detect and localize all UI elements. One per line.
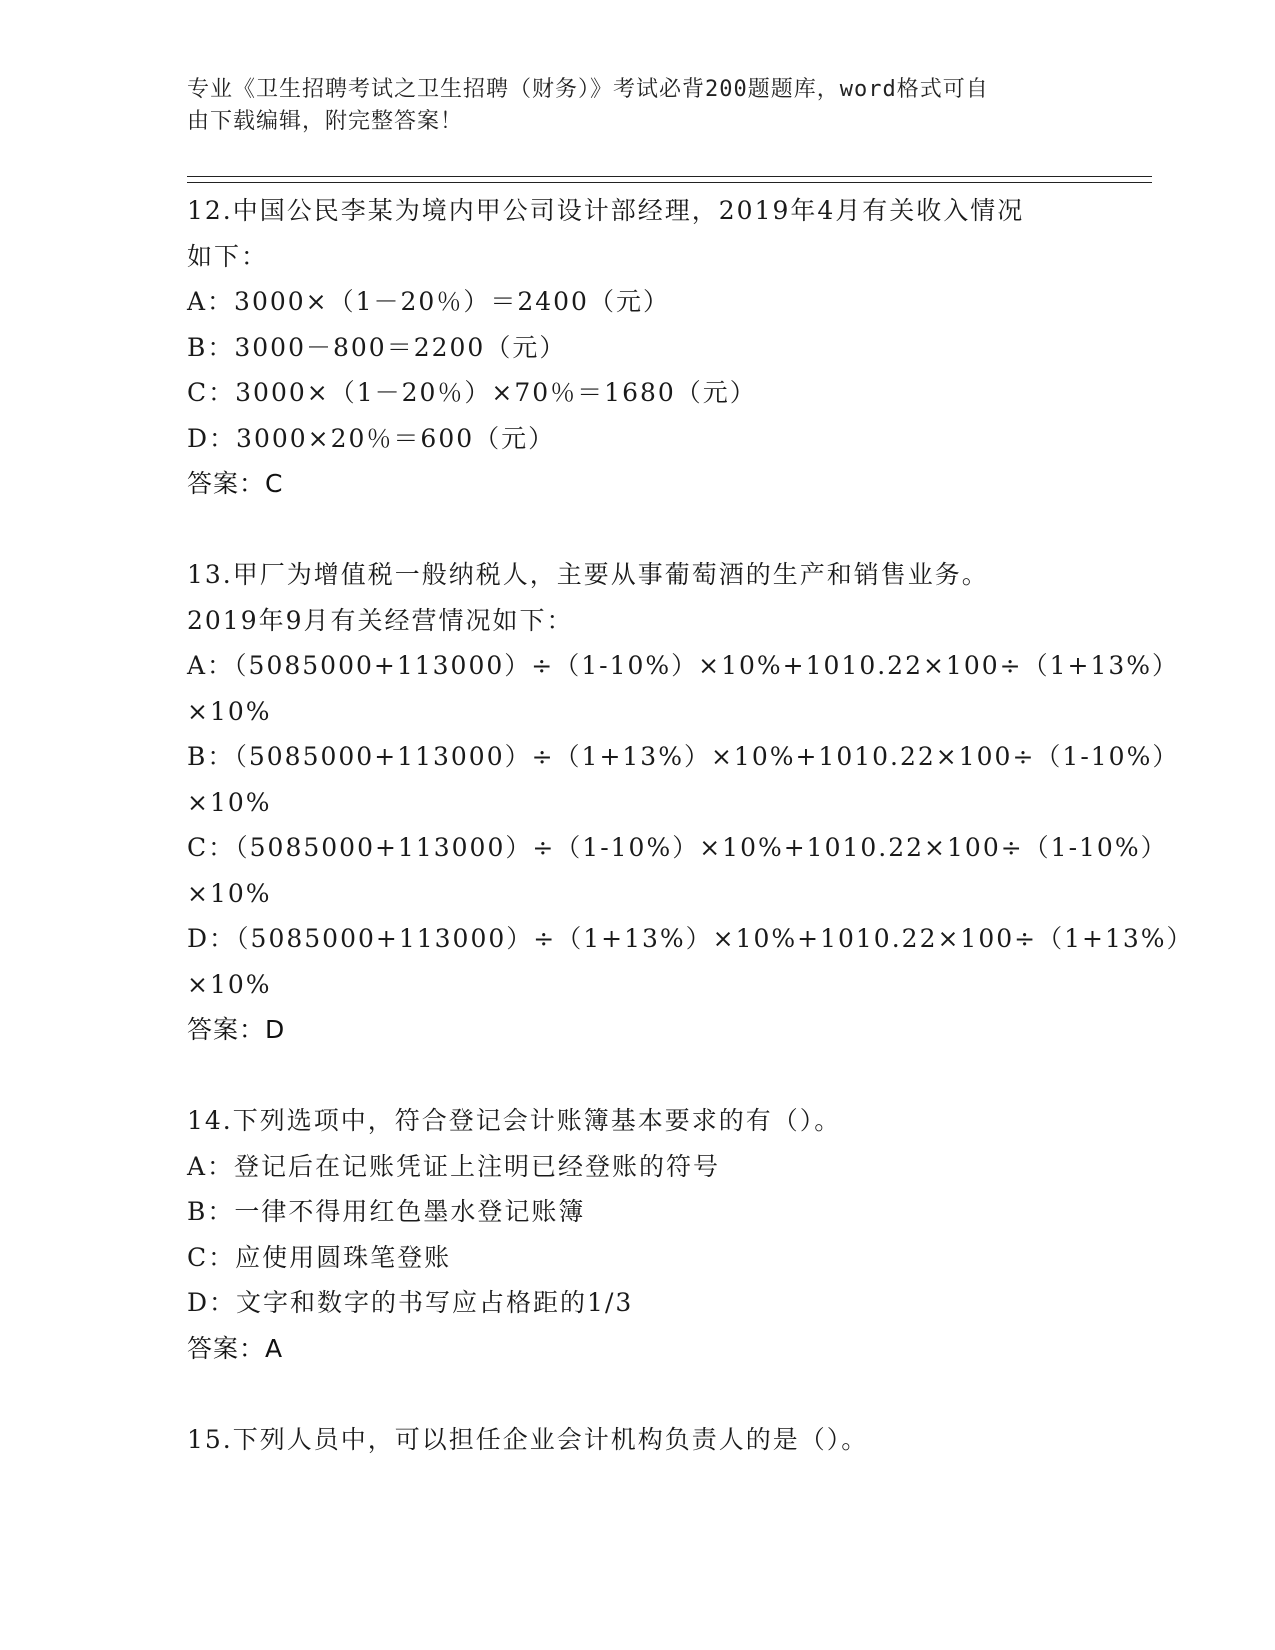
question-option-line: A：（5085000+113000）÷（1-10%）×10%+1010.22×100÷（1+13%） — [187, 651, 1180, 680]
header-divider-bottom — [187, 182, 1152, 183]
question-block — [187, 552, 1194, 1053]
document-header — [187, 74, 1087, 138]
question-option-line: D：（5085000+113000）÷（1+13%）×10%+1010.22×100÷（1+13%） — [187, 924, 1194, 953]
question-text-line: 15.下列人员中，可以担任企业会计机构负责人的是（）。 — [187, 1424, 869, 1454]
answer-line: 答案：A — [187, 1333, 284, 1363]
question-option-line: A：3000×（1－20％）＝2400（元） — [187, 287, 670, 316]
question-option-line: C：应使用圆珠笔登账 — [187, 1242, 452, 1272]
question-spacer — [187, 1371, 1087, 1417]
header-divider-top — [187, 176, 1152, 177]
question-option-line: C：3000×（1－20％）×70％＝1680（元） — [187, 378, 757, 407]
question-text-line: 2019年9月有关经营情况如下： — [187, 605, 574, 635]
question-option-line: B：（5085000+113000）÷（1+13%）×10%+1010.22×100÷（1-10%） — [187, 742, 1180, 771]
question-block — [187, 1417, 1087, 1463]
question-spacer — [187, 507, 1087, 553]
question-option-line: ×10% — [187, 787, 272, 817]
question-list — [187, 188, 1194, 1462]
question-option-line: C：（5085000+113000）÷（1-10%）×10%+1010.22×100÷（1-10%） — [187, 833, 1168, 862]
question-spacer — [187, 1053, 1087, 1099]
question-option-line: B：3000－800＝2200（元） — [187, 332, 567, 362]
answer-line: 答案：C — [187, 469, 284, 498]
question-option-line: ×10% — [187, 878, 272, 908]
question-text-line: 13.甲厂为增值税一般纳税人，主要从事葡萄酒的生产和销售业务。 — [187, 560, 989, 589]
question-option-line: D：文字和数字的书写应占格距的1/3 — [187, 1288, 634, 1317]
question-block — [187, 1098, 1087, 1371]
question-text-line: 14.下列选项中，符合登记会计账簿基本要求的有（）。 — [187, 1106, 842, 1135]
header-line: 专业《卫生招聘考试之卫生招聘（财务）》考试必背200题题库，word格式可自 — [187, 77, 989, 102]
question-option-line: D：3000×20％＝600（元） — [187, 423, 556, 453]
question-text-line: 如下： — [187, 241, 269, 271]
question-option-line: A：登记后在记账凭证上注明已经登账的符号 — [187, 1151, 721, 1181]
question-option-line: ×10% — [187, 696, 272, 726]
header-line: 由下载编辑，附完整答案！ — [187, 109, 464, 134]
question-text-line: 12.中国公民李某为境内甲公司设计部经理，2019年4月有关收入情况 — [187, 196, 1025, 225]
question-block — [187, 188, 1087, 507]
question-option-line: B：一律不得用红色墨水登记账簿 — [187, 1197, 586, 1226]
answer-line: 答案：D — [187, 1015, 286, 1044]
question-option-line: ×10% — [187, 969, 272, 999]
